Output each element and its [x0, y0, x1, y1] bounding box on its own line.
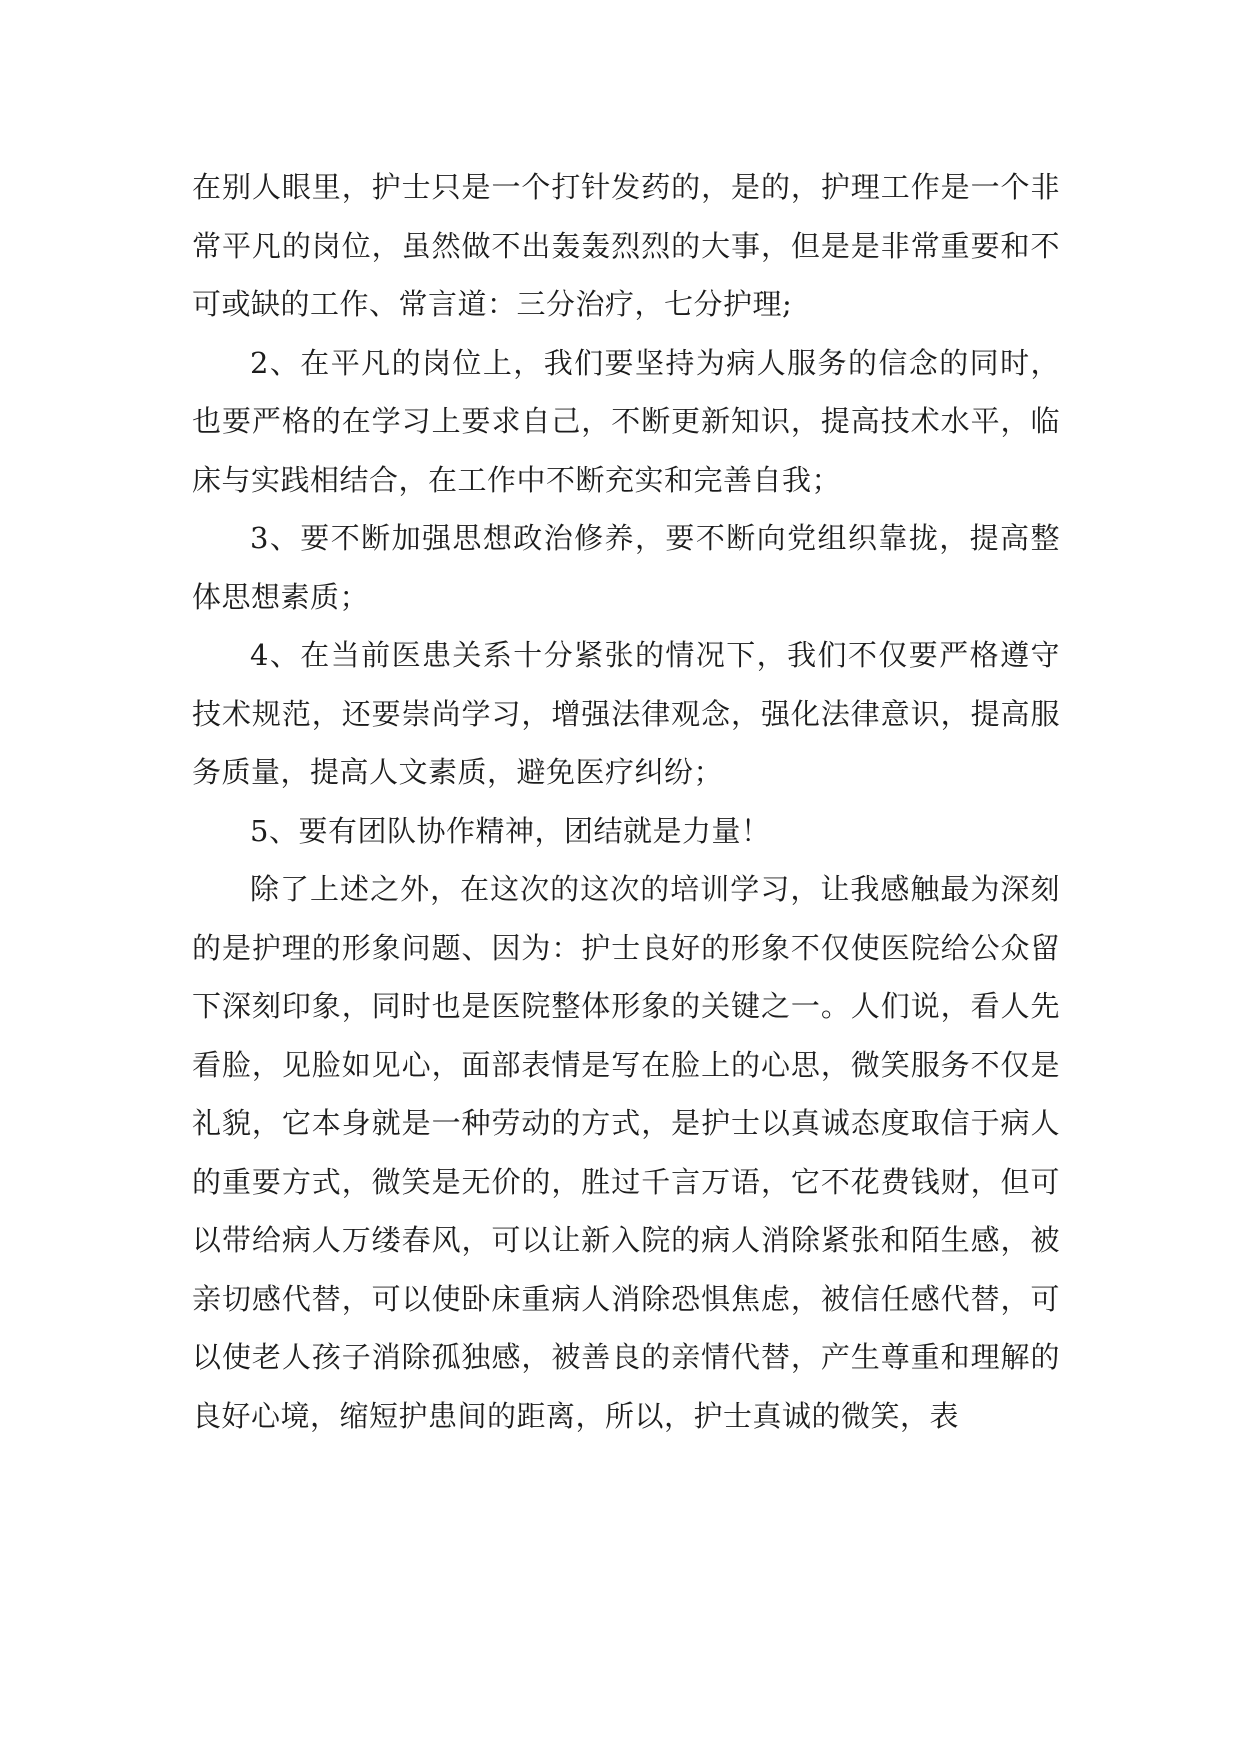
paragraph-item-5: 5、要有团队协作精神，团结就是力量！ [250, 813, 771, 848]
paragraph-item-3: 3、要不断加强思想政治修养，要不断向党组织靠拢，提高整体思想素质； [192, 521, 1060, 614]
paragraph-nurse-image: 除了上述之外，在这次的这次的培训学习，让我感触最为深刻的是护理的形象问题、因为：护士良好的形象不仅使医院给公众留下深刻印象，同时也是医院整体形象的关键之一。人们说，看人先看脸，见脸如见心，面部表情是写在脸上的心思，微笑服务不仅是礼貌，它本身就是一种劳动的方式，是护士以真诚态度取信于病人的重要方式，微笑是无价的，胜过千言万语，它不花费钱财，但可以带给病人万缕春风，可以让新入院的病人消除紧张和陌生感，被亲切感代替，可以使卧床重病人消除恐惧焦虑，被信任感代替，可以使老人孩子消除孤独感，被善良的亲情代替，产生尊重和理解的良好心境，缩短护患间的距离，所以，护士真诚的微笑，表 [192, 872, 1060, 1433]
document-body [192, 158, 1060, 1445]
paragraph-continuation: 在别人眼里，护士只是一个打针发药的，是的，护理工作是一个非常平凡的岗位，虽然做不出轰轰烈烈的大事，但是是非常重要和不可或缺的工作、常言道：三分治疗，七分护理; [192, 170, 1060, 321]
paragraph-item-4: 4、在当前医患关系十分紧张的情况下，我们不仅要严格遵守技术规范，还要崇尚学习，增强法律观念，强化法律意识，提高服务质量，提高人文素质，避免医疗纠纷； [192, 638, 1060, 789]
paragraph-item-2: 2、在平凡的岗位上，我们要坚持为病人服务的信念的同时，也要严格的在学习上要求自己，不断更新知识，提高技术水平，临床与实践相结合，在工作中不断充实和完善自我； [192, 345, 1060, 497]
